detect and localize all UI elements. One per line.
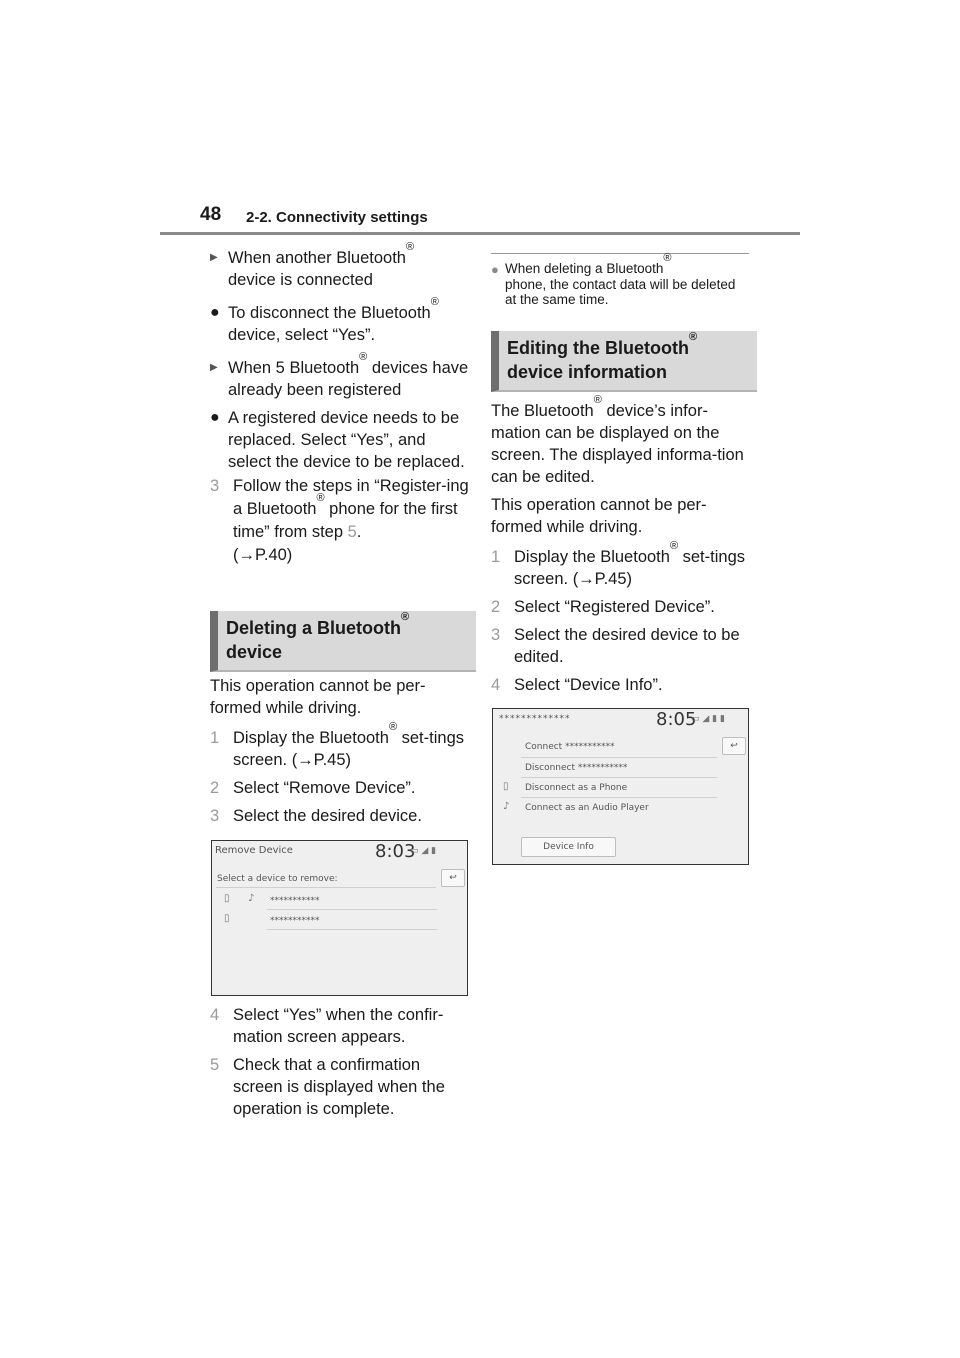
divider xyxy=(521,777,717,778)
menu-disconnect[interactable]: Disconnect *********** xyxy=(525,763,628,773)
clock: 8:03 xyxy=(375,841,416,862)
intro-text: The Bluetooth® device’s infor-mation can be displayed on the screen. The displayed informa-tion can be edited. xyxy=(491,393,744,486)
clock: 8:05 xyxy=(656,709,697,730)
device-row[interactable]: *********** xyxy=(270,916,320,926)
phone-icon: ▯ xyxy=(503,781,509,792)
header-rule xyxy=(160,232,800,235)
step-1: 1 Display the Bluetooth® set-tings screen. (→P.45) xyxy=(491,539,745,588)
intro-text: This operation cannot be per-formed while driving. xyxy=(210,677,426,717)
back-button[interactable] xyxy=(441,869,465,887)
back-arrow-icon: ↩ xyxy=(730,741,738,751)
section-editing: Editing the Bluetooth® device information xyxy=(491,331,757,392)
bullet-icon: ● xyxy=(210,304,220,321)
divider xyxy=(521,757,717,758)
back-arrow-icon: ↩ xyxy=(449,873,457,883)
step-5: 5 Check that a confirmation screen is displayed when the operation is complete. xyxy=(210,1056,445,1118)
step-4: 4 Select “Yes” when the confir-mation screen appears. xyxy=(210,1006,444,1046)
remove-prompt: Select a device to remove: xyxy=(217,874,338,884)
case-five-registered: ▶ When 5 Bluetooth® devices have already been registered xyxy=(210,350,469,399)
step-4: 4 Select “Device Info”. xyxy=(491,676,663,694)
section-deleting: Deleting a Bluetooth® device xyxy=(210,611,476,672)
remove-device-screen xyxy=(211,840,468,996)
left-steps-after xyxy=(210,1004,470,1120)
left-column-lower xyxy=(210,675,470,827)
section-header: 2-2. Connectivity settings xyxy=(246,209,428,226)
step-3: 3 Select the desired device to be edited. xyxy=(491,626,740,666)
device-info-label: Device Info xyxy=(543,842,594,852)
device-info-button[interactable] xyxy=(521,837,616,857)
back-button[interactable] xyxy=(722,737,746,755)
status-icons: ▭ ◢ ▮ xyxy=(410,846,437,856)
triangle-icon: ▶ xyxy=(210,362,218,373)
menu-connect[interactable]: Connect *********** xyxy=(525,742,615,752)
step-2: 2 Select “Registered Device”. xyxy=(491,598,715,616)
phone-icon: ▯ xyxy=(224,893,230,904)
device-menu-screen xyxy=(492,708,749,865)
note-deleting: ● When deleting a Bluetooth® phone, the contact data will be deleted at the same time. xyxy=(491,251,736,307)
menu-connect-audio[interactable]: Connect as an Audio Player xyxy=(525,803,649,813)
step-1: 1 Display the Bluetooth® set-tings screen. (→P.45) xyxy=(210,720,464,769)
divider xyxy=(267,929,437,930)
music-icon: ♪ xyxy=(248,893,255,904)
divider xyxy=(267,909,437,910)
step-3: 3 Select the desired device. xyxy=(210,807,422,825)
bullet-replace: ● A registered device needs to be replaced. Select “Yes”, and select the device to be replaced. xyxy=(210,409,465,471)
divider xyxy=(521,797,717,798)
step-2: 2 Select “Remove Device”. xyxy=(210,779,416,797)
bullet-icon: ● xyxy=(210,409,220,426)
menu-disconnect-phone[interactable]: Disconnect as a Phone xyxy=(525,783,628,793)
right-column xyxy=(491,393,747,696)
bullet-disconnect: ● To disconnect the Bluetooth® device, select “Yes”. xyxy=(210,295,439,344)
device-name: ************* xyxy=(499,714,571,724)
page-number: 48 xyxy=(200,204,222,225)
triangle-icon: ▶ xyxy=(210,252,218,263)
screen-title: Remove Device xyxy=(215,845,293,856)
step-3-follow: 3 Follow the steps in “Register-ing a Bluetooth® phone for the first time” from step 5. (→P.40) xyxy=(210,477,469,564)
note-rule xyxy=(491,253,749,254)
device-row[interactable]: *********** xyxy=(270,896,320,906)
music-icon: ♪ xyxy=(503,801,510,812)
intro-text-2: This operation cannot be per-formed while driving. xyxy=(491,496,707,536)
case-another-connected: ▶ When another Bluetooth® device is connected xyxy=(210,240,415,289)
phone-icon: ▯ xyxy=(224,913,230,924)
bullet-icon: ● xyxy=(491,262,499,277)
left-column xyxy=(210,240,470,567)
status-icons: ▭ ◢ ▮ ▮ xyxy=(691,714,725,724)
divider xyxy=(216,887,436,888)
